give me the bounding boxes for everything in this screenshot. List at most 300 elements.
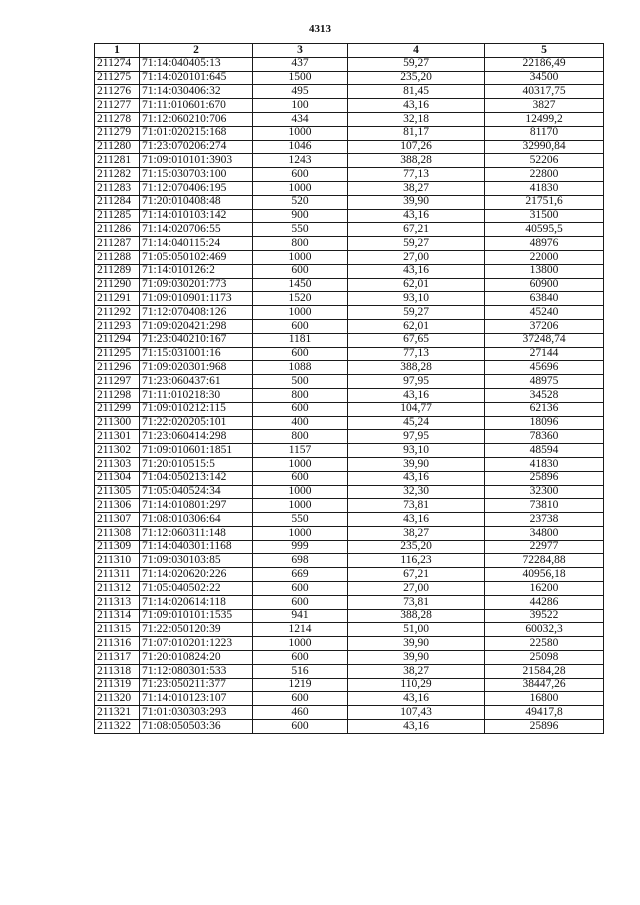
cadastral-number-cell: 71:14:010103:142 [140,209,253,223]
table-row [95,57,604,71]
row-number-cell: 211300 [95,416,140,430]
area-cell: 1520 [253,292,348,306]
row-number-cell: 211316 [95,637,140,651]
row-number-cell: 211307 [95,513,140,527]
cadastral-value-cell: 16200 [485,582,604,596]
table-row [95,706,604,720]
row-number-cell: 211310 [95,554,140,568]
area-cell: 500 [253,375,348,389]
specific-value-cell: 81,17 [348,126,485,140]
specific-value-cell: 104,77 [348,402,485,416]
specific-value-cell: 51,00 [348,623,485,637]
row-number-cell: 211291 [95,292,140,306]
specific-value-cell: 39,90 [348,651,485,665]
specific-value-cell: 67,21 [348,568,485,582]
cadastral-number-cell: 71:05:050102:469 [140,250,253,264]
cadastral-value-cell: 60900 [485,278,604,292]
specific-value-cell: 77,13 [348,168,485,182]
row-number-cell: 211290 [95,278,140,292]
cadastral-number-cell: 71:01:020215:168 [140,126,253,140]
cadastral-number-cell: 71:14:030406:32 [140,85,253,99]
row-number-cell: 211322 [95,720,140,734]
area-cell: 600 [253,402,348,416]
row-number-cell: 211282 [95,168,140,182]
specific-value-cell: 235,20 [348,540,485,554]
cadastral-number-cell: 71:20:010408:48 [140,195,253,209]
area-cell: 1000 [253,126,348,140]
cadastral-value-cell: 63840 [485,292,604,306]
table-row [95,692,604,706]
specific-value-cell: 97,95 [348,430,485,444]
cadastral-number-cell: 71:22:020205:101 [140,416,253,430]
row-number-cell: 211284 [95,195,140,209]
row-number-cell: 211301 [95,430,140,444]
area-cell: 1000 [253,499,348,513]
area-cell: 669 [253,568,348,582]
cadastral-value-cell: 34528 [485,388,604,402]
row-number-cell: 211308 [95,526,140,540]
cadastral-value-cell: 45240 [485,306,604,320]
area-cell: 1219 [253,678,348,692]
cadastral-number-cell: 71:14:020706:55 [140,223,253,237]
area-cell: 900 [253,209,348,223]
row-number-cell: 211279 [95,126,140,140]
table-row [95,278,604,292]
area-cell: 1243 [253,154,348,168]
specific-value-cell: 77,13 [348,347,485,361]
specific-value-cell: 93,10 [348,292,485,306]
area-cell: 1000 [253,306,348,320]
table-row [95,609,604,623]
cadastral-number-cell: 71:11:010218:30 [140,388,253,402]
table-row [95,513,604,527]
cadastral-value-cell: 3827 [485,99,604,113]
area-cell: 600 [253,582,348,596]
cadastral-number-cell: 71:14:010126:2 [140,264,253,278]
row-number-cell: 211315 [95,623,140,637]
row-number-cell: 211302 [95,444,140,458]
cadastral-value-cell: 48594 [485,444,604,458]
cadastral-value-cell: 22186,49 [485,57,604,71]
area-cell: 698 [253,554,348,568]
specific-value-cell: 43,16 [348,692,485,706]
cadastral-number-cell: 71:12:060210:706 [140,112,253,126]
table-row [95,664,604,678]
cadastral-number-cell: 71:22:050120:39 [140,623,253,637]
table-row [95,264,604,278]
specific-value-cell: 38,27 [348,181,485,195]
specific-value-cell: 59,27 [348,237,485,251]
area-cell: 600 [253,319,348,333]
cadastral-value-cell: 25896 [485,471,604,485]
cadastral-value-cell: 72284,88 [485,554,604,568]
specific-value-cell: 43,16 [348,388,485,402]
cadastral-value-cell: 32990,84 [485,140,604,154]
specific-value-cell: 67,21 [348,223,485,237]
cadastral-number-cell: 71:12:060311:148 [140,526,253,540]
area-cell: 1046 [253,140,348,154]
cadastral-number-cell: 71:23:060414:298 [140,430,253,444]
cadastral-value-cell: 37206 [485,319,604,333]
area-cell: 941 [253,609,348,623]
cadastral-number-cell: 71:23:060437:61 [140,375,253,389]
cadastral-value-cell: 73810 [485,499,604,513]
row-number-cell: 211297 [95,375,140,389]
area-cell: 1000 [253,181,348,195]
table-row [95,430,604,444]
column-header-2: 2 [140,44,253,58]
cadastral-value-cell: 40595,5 [485,223,604,237]
table-row [95,720,604,734]
table-row [95,540,604,554]
table-row [95,306,604,320]
row-number-cell: 211286 [95,223,140,237]
cadastral-value-cell: 38447,26 [485,678,604,692]
specific-value-cell: 43,16 [348,264,485,278]
table-row [95,112,604,126]
column-header-4: 4 [348,44,485,58]
row-number-cell: 211280 [95,140,140,154]
cadastral-value-cell: 41830 [485,181,604,195]
table-row [95,126,604,140]
row-number-cell: 211294 [95,333,140,347]
row-number-cell: 211283 [95,181,140,195]
area-cell: 1000 [253,637,348,651]
specific-value-cell: 43,16 [348,209,485,223]
area-cell: 600 [253,168,348,182]
area-cell: 1181 [253,333,348,347]
area-cell: 1000 [253,250,348,264]
row-number-cell: 211318 [95,664,140,678]
specific-value-cell: 107,26 [348,140,485,154]
cadastral-number-cell: 71:09:030103:85 [140,554,253,568]
row-number-cell: 211321 [95,706,140,720]
specific-value-cell: 38,27 [348,664,485,678]
cadastral-number-cell: 71:14:040405:13 [140,57,253,71]
area-cell: 800 [253,430,348,444]
row-number-cell: 211314 [95,609,140,623]
cadastral-value-cell: 52206 [485,154,604,168]
cadastral-value-cell: 39522 [485,609,604,623]
table-row [95,595,604,609]
specific-value-cell: 59,27 [348,57,485,71]
area-cell: 600 [253,651,348,665]
cadastral-number-cell: 71:15:030703:100 [140,168,253,182]
area-cell: 495 [253,85,348,99]
cadastral-value-cell: 21751,6 [485,195,604,209]
row-number-cell: 211303 [95,457,140,471]
specific-value-cell: 27,00 [348,582,485,596]
row-number-cell: 211304 [95,471,140,485]
area-cell: 520 [253,195,348,209]
page-number: 4313 [309,23,331,35]
cadastral-number-cell: 71:05:040502:22 [140,582,253,596]
cadastral-number-cell: 71:23:070206:274 [140,140,253,154]
table-row [95,582,604,596]
row-number-cell: 211287 [95,237,140,251]
area-cell: 600 [253,595,348,609]
specific-value-cell: 62,01 [348,319,485,333]
table-row [95,361,604,375]
table-row [95,181,604,195]
cadastral-number-cell: 71:12:080301:533 [140,664,253,678]
table-row [95,292,604,306]
table-row [95,237,604,251]
specific-value-cell: 39,90 [348,637,485,651]
area-cell: 100 [253,99,348,113]
table-row [95,375,604,389]
table-row [95,402,604,416]
row-number-cell: 211288 [95,250,140,264]
specific-value-cell: 43,16 [348,471,485,485]
table-row [95,347,604,361]
specific-value-cell: 110,29 [348,678,485,692]
cadastral-number-cell: 71:08:050503:36 [140,720,253,734]
area-cell: 516 [253,664,348,678]
cadastral-value-cell: 25098 [485,651,604,665]
header-row [95,44,604,58]
specific-value-cell: 235,20 [348,71,485,85]
table-row [95,195,604,209]
cadastral-value-cell: 48975 [485,375,604,389]
cadastral-value-cell: 12499,2 [485,112,604,126]
specific-value-cell: 43,16 [348,720,485,734]
table-row [95,319,604,333]
cadastral-number-cell: 71:14:040301:1168 [140,540,253,554]
cadastral-number-cell: 71:23:050211:377 [140,678,253,692]
area-cell: 1214 [253,623,348,637]
cadastral-value-cell: 48976 [485,237,604,251]
cadastral-value-cell: 45696 [485,361,604,375]
area-cell: 1450 [253,278,348,292]
specific-value-cell: 107,43 [348,706,485,720]
cadastral-number-cell: 71:09:010101:3903 [140,154,253,168]
cadastral-value-cell: 22800 [485,168,604,182]
area-cell: 600 [253,692,348,706]
specific-value-cell: 59,27 [348,306,485,320]
specific-value-cell: 388,28 [348,154,485,168]
area-cell: 600 [253,471,348,485]
cadastral-number-cell: 71:05:040524:34 [140,485,253,499]
specific-value-cell: 388,28 [348,361,485,375]
table-row [95,85,604,99]
area-cell: 400 [253,416,348,430]
row-number-cell: 211278 [95,112,140,126]
table-row [95,154,604,168]
table-row [95,140,604,154]
area-cell: 999 [253,540,348,554]
table-row [95,568,604,582]
area-cell: 460 [253,706,348,720]
specific-value-cell: 32,18 [348,112,485,126]
row-number-cell: 211281 [95,154,140,168]
row-number-cell: 211292 [95,306,140,320]
cadastral-number-cell: 71:12:070408:126 [140,306,253,320]
cadastral-value-cell: 18096 [485,416,604,430]
area-cell: 1000 [253,457,348,471]
specific-value-cell: 43,16 [348,99,485,113]
specific-value-cell: 32,30 [348,485,485,499]
cadastral-number-cell: 71:07:010201:1223 [140,637,253,651]
table-row [95,388,604,402]
table-row [95,168,604,182]
cadastral-value-cell: 60032,3 [485,623,604,637]
row-number-cell: 211276 [95,85,140,99]
specific-value-cell: 67,65 [348,333,485,347]
cadastral-value-cell: 49417,8 [485,706,604,720]
cadastral-value-cell: 62136 [485,402,604,416]
cadastral-value-cell: 40956,18 [485,568,604,582]
table-body [95,57,604,733]
cadastral-number-cell: 71:08:010306:64 [140,513,253,527]
cadastral-number-cell: 71:15:031001:16 [140,347,253,361]
cadastral-value-cell: 22580 [485,637,604,651]
cadastral-number-cell: 71:11:010601:670 [140,99,253,113]
area-cell: 600 [253,264,348,278]
area-cell: 600 [253,720,348,734]
cadastral-number-cell: 71:14:010801:297 [140,499,253,513]
row-number-cell: 211320 [95,692,140,706]
table-row [95,554,604,568]
column-header-5: 5 [485,44,604,58]
cadastral-value-cell: 34800 [485,526,604,540]
row-number-cell: 211299 [95,402,140,416]
column-header-1: 1 [95,44,140,58]
specific-value-cell: 45,24 [348,416,485,430]
cadastral-value-cell: 44286 [485,595,604,609]
row-number-cell: 211309 [95,540,140,554]
row-number-cell: 211305 [95,485,140,499]
cadastral-number-cell: 71:09:030201:773 [140,278,253,292]
cadastral-number-cell: 71:20:010515:5 [140,457,253,471]
cadastral-number-cell: 71:04:050213:142 [140,471,253,485]
row-number-cell: 211293 [95,319,140,333]
cadastral-value-cell: 31500 [485,209,604,223]
table-header [95,44,604,58]
cadastral-number-cell: 71:12:070406:195 [140,181,253,195]
cadastral-value-cell: 34500 [485,71,604,85]
table-row [95,457,604,471]
row-number-cell: 211311 [95,568,140,582]
table-row [95,485,604,499]
specific-value-cell: 81,45 [348,85,485,99]
table-row [95,637,604,651]
table-row [95,651,604,665]
specific-value-cell: 27,00 [348,250,485,264]
area-cell: 434 [253,112,348,126]
table-row [95,223,604,237]
specific-value-cell: 388,28 [348,609,485,623]
specific-value-cell: 38,27 [348,526,485,540]
cadastral-value-cell: 21584,28 [485,664,604,678]
row-number-cell: 211296 [95,361,140,375]
row-number-cell: 211277 [95,99,140,113]
area-cell: 1500 [253,71,348,85]
area-cell: 600 [253,347,348,361]
column-header-3: 3 [253,44,348,58]
cadastral-number-cell: 71:23:040210:167 [140,333,253,347]
cadastral-value-cell: 27144 [485,347,604,361]
row-number-cell: 211274 [95,57,140,71]
specific-value-cell: 116,23 [348,554,485,568]
area-cell: 1157 [253,444,348,458]
cadastral-value-cell: 32300 [485,485,604,499]
row-number-cell: 211285 [95,209,140,223]
specific-value-cell: 39,90 [348,195,485,209]
table-row [95,209,604,223]
cadastral-value-cell: 16800 [485,692,604,706]
cadastral-value-cell: 23738 [485,513,604,527]
area-cell: 1000 [253,526,348,540]
cadastral-value-cell: 81170 [485,126,604,140]
cadastral-number-cell: 71:14:010123:107 [140,692,253,706]
row-number-cell: 211313 [95,595,140,609]
area-cell: 550 [253,223,348,237]
cadastral-number-cell: 71:14:020101:645 [140,71,253,85]
table-row [95,416,604,430]
row-number-cell: 211312 [95,582,140,596]
cadastral-value-cell: 41830 [485,457,604,471]
specific-value-cell: 93,10 [348,444,485,458]
specific-value-cell: 97,95 [348,375,485,389]
row-number-cell: 211319 [95,678,140,692]
cadastral-number-cell: 71:09:010601:1851 [140,444,253,458]
cadastral-value-cell: 13800 [485,264,604,278]
cadastral-number-cell: 71:09:010212:115 [140,402,253,416]
cadastral-number-cell: 71:09:010101:1535 [140,609,253,623]
table-row [95,444,604,458]
cadastral-number-cell: 71:14:020614:118 [140,595,253,609]
cadastral-number-cell: 71:09:020421:298 [140,319,253,333]
cadastral-number-cell: 71:14:040115:24 [140,237,253,251]
table-row [95,250,604,264]
cadastral-number-cell: 71:01:030303:293 [140,706,253,720]
cadastral-number-cell: 71:20:010824:20 [140,651,253,665]
specific-value-cell: 39,90 [348,457,485,471]
cadastral-value-cell: 37248,74 [485,333,604,347]
specific-value-cell: 43,16 [348,513,485,527]
row-number-cell: 211275 [95,71,140,85]
table-row [95,471,604,485]
cadastral-value-cell: 25896 [485,720,604,734]
row-number-cell: 211289 [95,264,140,278]
row-number-cell: 211317 [95,651,140,665]
cadastral-number-cell: 71:09:010901:1173 [140,292,253,306]
specific-value-cell: 73,81 [348,499,485,513]
cadastral-value-cell: 78360 [485,430,604,444]
table-row [95,499,604,513]
row-number-cell: 211298 [95,388,140,402]
area-cell: 550 [253,513,348,527]
table-row [95,623,604,637]
cadastral-number-cell: 71:09:020301:968 [140,361,253,375]
row-number-cell: 211306 [95,499,140,513]
area-cell: 800 [253,388,348,402]
specific-value-cell: 73,81 [348,595,485,609]
table-row [95,678,604,692]
area-cell: 1088 [253,361,348,375]
specific-value-cell: 62,01 [348,278,485,292]
area-cell: 800 [253,237,348,251]
cadastral-value-cell: 40317,75 [485,85,604,99]
cadastral-number-cell: 71:14:020620:226 [140,568,253,582]
cadastral-value-table [94,43,604,734]
table-row [95,526,604,540]
area-cell: 437 [253,57,348,71]
table-row [95,99,604,113]
table-row [95,333,604,347]
area-cell: 1000 [253,485,348,499]
